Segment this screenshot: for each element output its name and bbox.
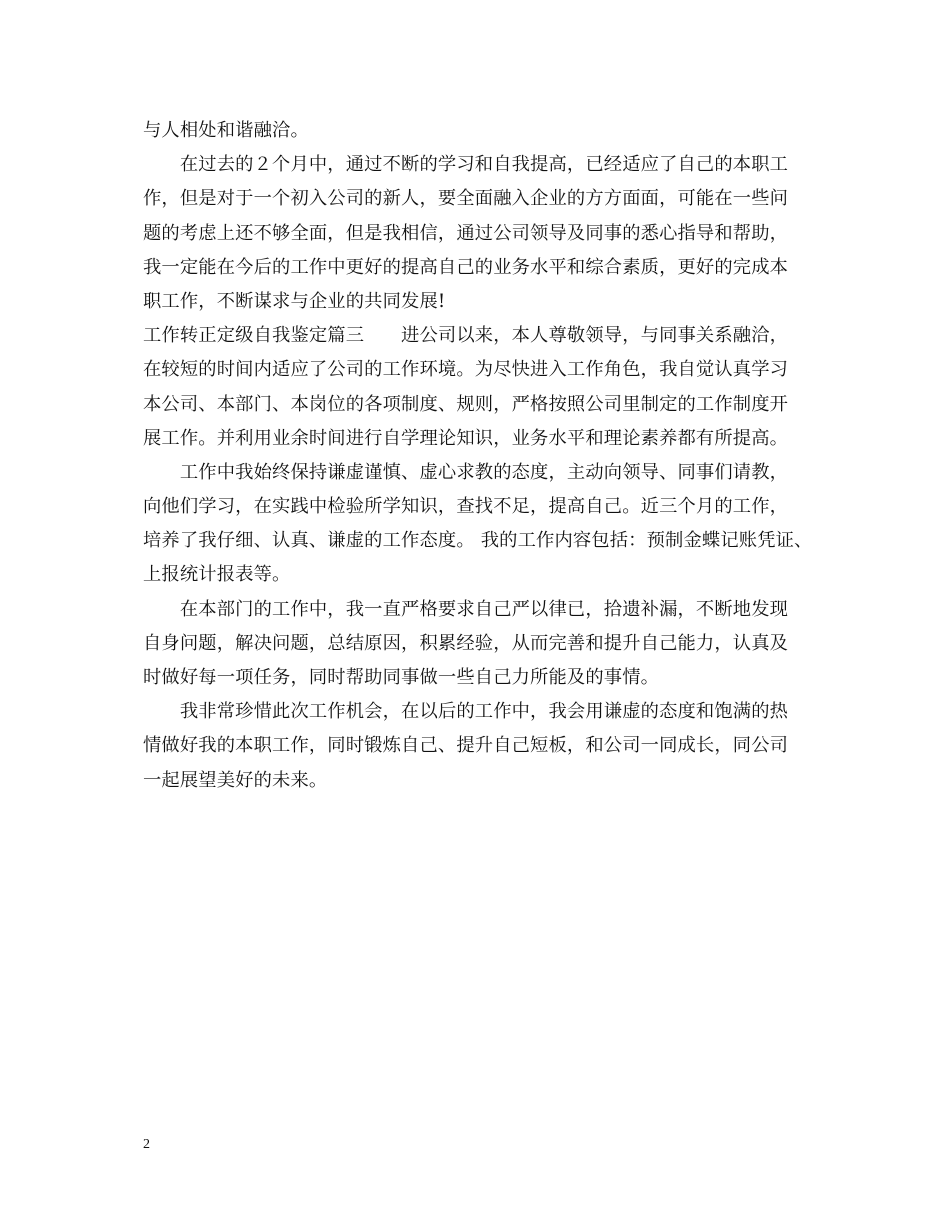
text-line: 职工作，不断谋求与企业的共同发展! [143,290,446,312]
text-line: 我非常珍惜此次工作机会，在以后的工作中，我会用谦虚的态度和饱满的热 [143,701,789,723]
text-line: 向他们学习，在实践中检验所学知识，查找不足，提高自己。近三个月的工作， [143,496,789,518]
text-line: 时做好每一项任务，同时帮助同事做一些自己力所能及的事情。 [143,667,660,688]
section-heading-line: 工作转正定级自我鉴定篇三 进公司以来，本人尊敬领导，与同事关系融洽， [143,325,789,347]
text-line: 在本部门的工作中，我一直严格要求自己严以律已，拾遗补漏，不断地发现 [143,598,789,620]
text-line: 工作中我始终保持谦虚谨慎、虚心求教的态度，主动向领导、同事们请教， [143,461,789,483]
page-number: 2 [143,1137,150,1152]
text-line: 题的考虑上还不够全面，但是我相信，通过公司领导及同事的悉心指导和帮助， [143,222,789,244]
text-line: 本公司、本部门、本岗位的各项制度、规则，严格按照公司里制定的工作制度开 [143,393,789,415]
text-line: 情做好我的本职工作，同时锻炼自己、提升自己短板，和公司一同成长，同公司 [143,735,789,757]
text-line: 在过去的２个月中，通过不断的学习和自我提高，已经适应了自己的本职工 [143,154,789,176]
text-line: 我一定能在今后的工作中更好的提高自己的业务水平和综合素质，更好的完成本 [143,256,789,278]
text-line: 作，但是对于一个初入公司的新人，要全面融入企业的方方面面，可能在一些问 [143,188,789,210]
text-line: 上报统计报表等。 [143,564,291,586]
text-line: 一起展望美好的未来。 [143,769,328,791]
text-line: 展工作。并利用业余时间进行自学理论知识，业务水平和理论素养都有所提高。 [143,427,789,449]
text-line: 在较短的时间内适应了公司的工作环境。为尽快进入工作角色，我自觉认真学习 [143,359,789,381]
text-line: 培养了我仔细、认真、谦虚的工作态度。 我的工作内容包括：预制金蝶记账凭证、 [143,530,813,552]
body-text [143,114,823,798]
text-line: 与人相处和谐融洽。 [143,120,309,141]
text-line: 自身问题，解决问题，总结原因，积累经验，从而完善和提升自己能力，认真及 [143,632,789,654]
